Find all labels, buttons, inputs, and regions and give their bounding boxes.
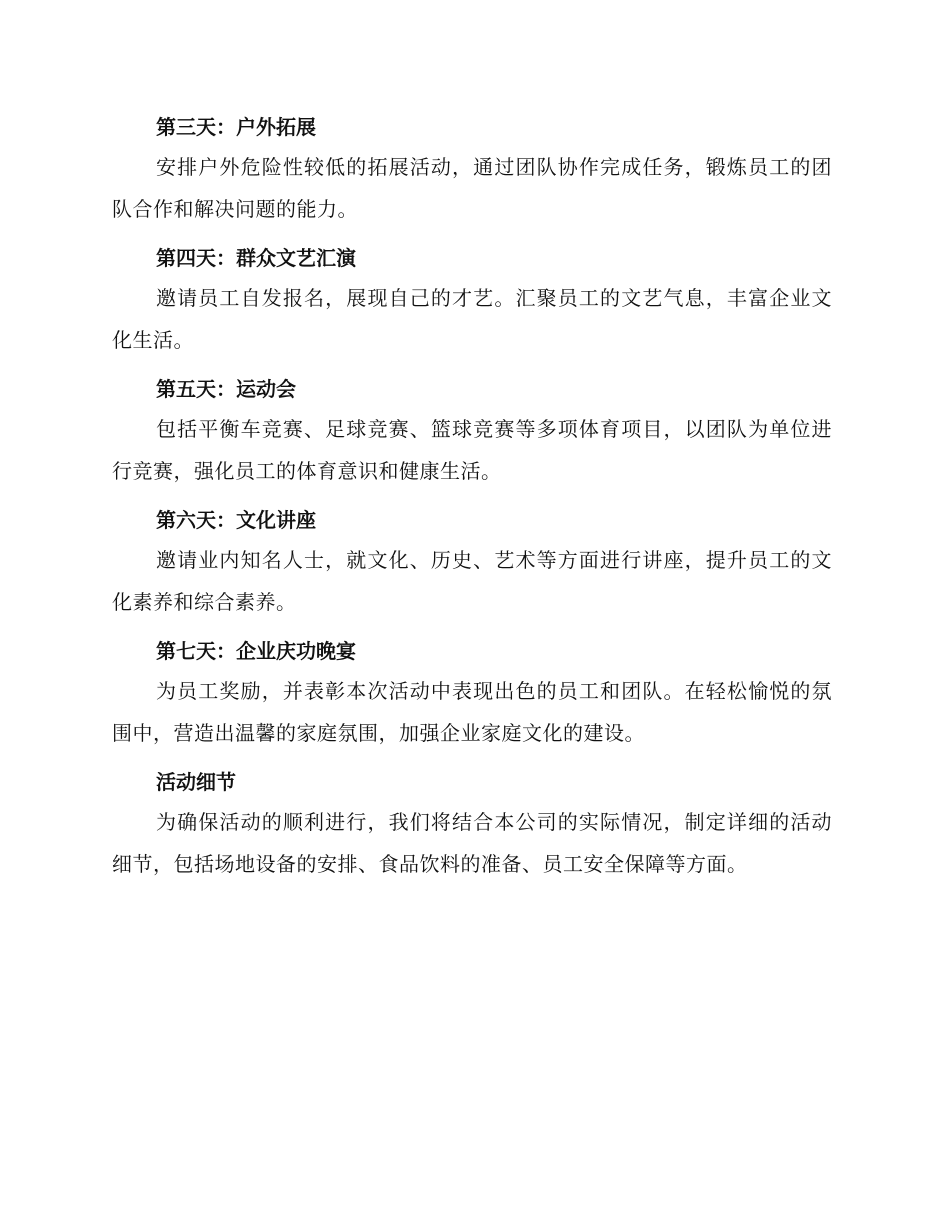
section-heading: 第五天：运动会 (156, 377, 296, 401)
section-body: 为员工奖励，并表彰本次活动中表现出色的员工和团队。在轻松愉悦的氛围中，营造出温馨的家庭氛围，加强企业家庭文化的建设。 (112, 679, 832, 745)
section-day-3 (112, 108, 832, 230)
section-day-5 (112, 370, 832, 492)
section-day-7 (112, 632, 832, 754)
section-heading: 活动细节 (156, 770, 236, 794)
document-content (112, 108, 832, 894)
section-body: 包括平衡车竞赛、足球竞赛、篮球竞赛等多项体育项目，以团队为单位进行竞赛，强化员工的体育意识和健康生活。 (112, 417, 832, 483)
section-heading: 第三天：户外拓展 (156, 115, 316, 139)
section-heading: 第六天：文化讲座 (156, 508, 316, 532)
section-activity-details (112, 763, 832, 885)
section-day-4 (112, 239, 832, 361)
section-body: 安排户外危险性较低的拓展活动，通过团队协作完成任务，锻炼员工的团队合作和解决问题的能力。 (112, 155, 832, 221)
section-heading: 第七天：企业庆功晚宴 (156, 639, 356, 663)
section-day-6 (112, 501, 832, 623)
section-body: 为确保活动的顺利进行，我们将结合本公司的实际情况，制定详细的活动细节，包括场地设备的安排、食品饮料的准备、员工安全保障等方面。 (112, 810, 832, 876)
section-body: 邀请业内知名人士，就文化、历史、艺术等方面进行讲座，提升员工的文化素养和综合素养。 (112, 548, 832, 614)
section-body: 邀请员工自发报名，展现自己的才艺。汇聚员工的文艺气息，丰富企业文化生活。 (112, 286, 832, 352)
section-heading: 第四天：群众文艺汇演 (156, 246, 356, 270)
